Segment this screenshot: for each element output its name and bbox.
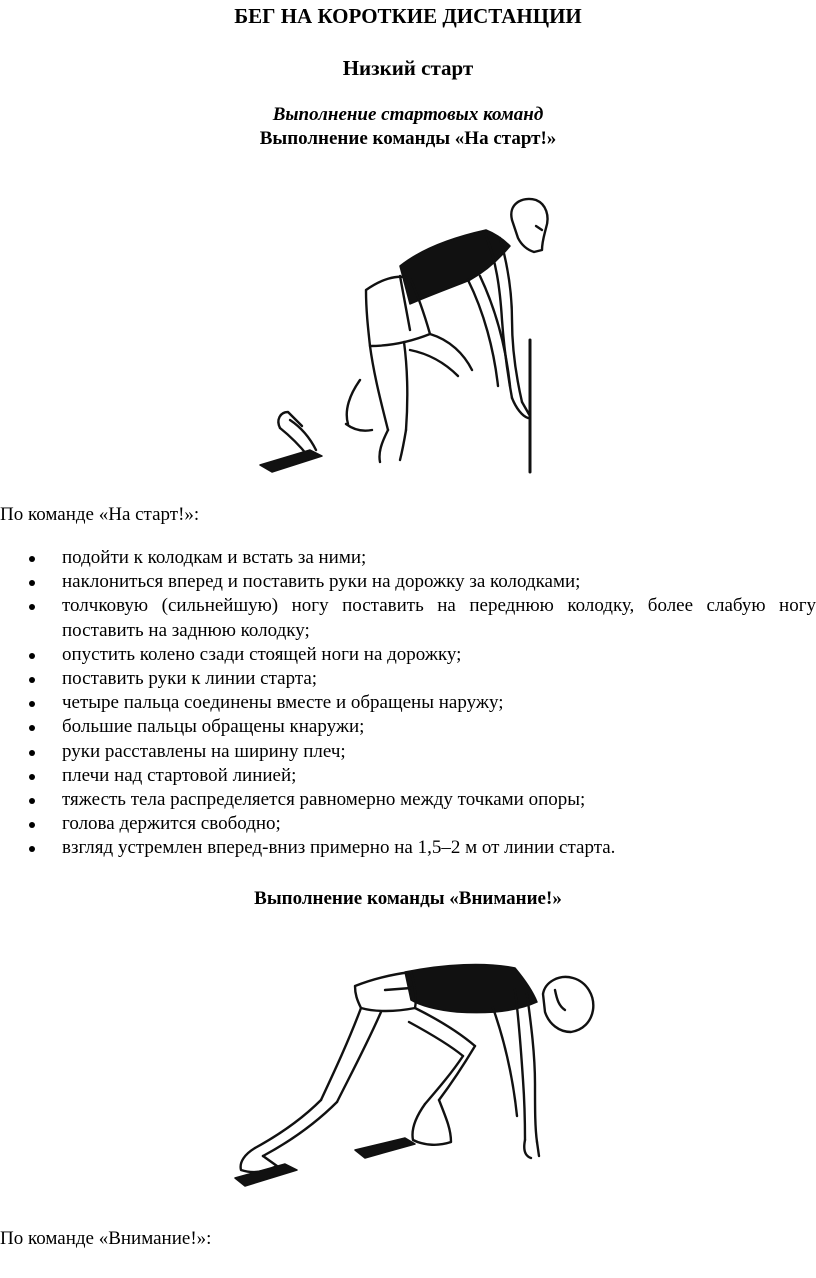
list-item: четыре пальца соединены вместе и обращены наружу; (0, 691, 816, 715)
section-title: Выполнение стартовых команд (272, 104, 544, 125)
list-item: поставить руки к линии старта; (0, 667, 816, 691)
list-item: толчковую (сильнейшую) ногу поставить на переднюю колодку, более слабую ногу поставить на заднюю колодку; (0, 594, 816, 642)
bullet-icon (29, 580, 35, 586)
list-item: тяжесть тела распределяется равномерно между точками опоры; (0, 788, 816, 812)
list-item: опустить колено сзади стоящей ноги на дорожку; (0, 643, 816, 667)
sprinter-on-your-marks-illustration (250, 180, 560, 480)
bullet-icon (29, 798, 35, 804)
command1-lead: По команде «На старт!»: (0, 504, 200, 525)
page-subtitle: Низкий старт (342, 56, 474, 80)
list-item: большие пальцы обращены кнаружи; (0, 715, 816, 739)
sprinter-set-position-illustration (225, 950, 615, 1200)
list-item: подойти к колодкам и встать за ними; (0, 546, 816, 570)
bullet-icon (29, 846, 35, 852)
list-item: наклониться вперед и поставить руки на дорожку за колодками; (0, 570, 816, 594)
command1-title: Выполнение команды «На старт!» (259, 128, 557, 149)
bullet-icon (29, 604, 35, 610)
bullet-icon (29, 677, 35, 683)
bullet-icon (29, 725, 35, 731)
command2-title: Выполнение команды «Внимание!» (254, 888, 562, 909)
list-item: плечи над стартовой линией; (0, 764, 816, 788)
bullet-icon (29, 822, 35, 828)
command2-lead: По команде «Внимание!»: (0, 1228, 212, 1249)
command1-instructions-list (0, 546, 816, 861)
bullet-icon (29, 774, 35, 780)
page-title: БЕГ НА КОРОТКИЕ ДИСТАНЦИИ (234, 4, 582, 28)
bullet-icon (29, 653, 35, 659)
list-item: голова держится свободно; (0, 812, 816, 836)
list-item: взгляд устремлен вперед-вниз примерно на 1,5–2 м от линии старта. (0, 836, 816, 860)
list-item: руки расставлены на ширину плеч; (0, 740, 816, 764)
bullet-icon (29, 701, 35, 707)
bullet-icon (29, 556, 35, 562)
bullet-icon (29, 750, 35, 756)
